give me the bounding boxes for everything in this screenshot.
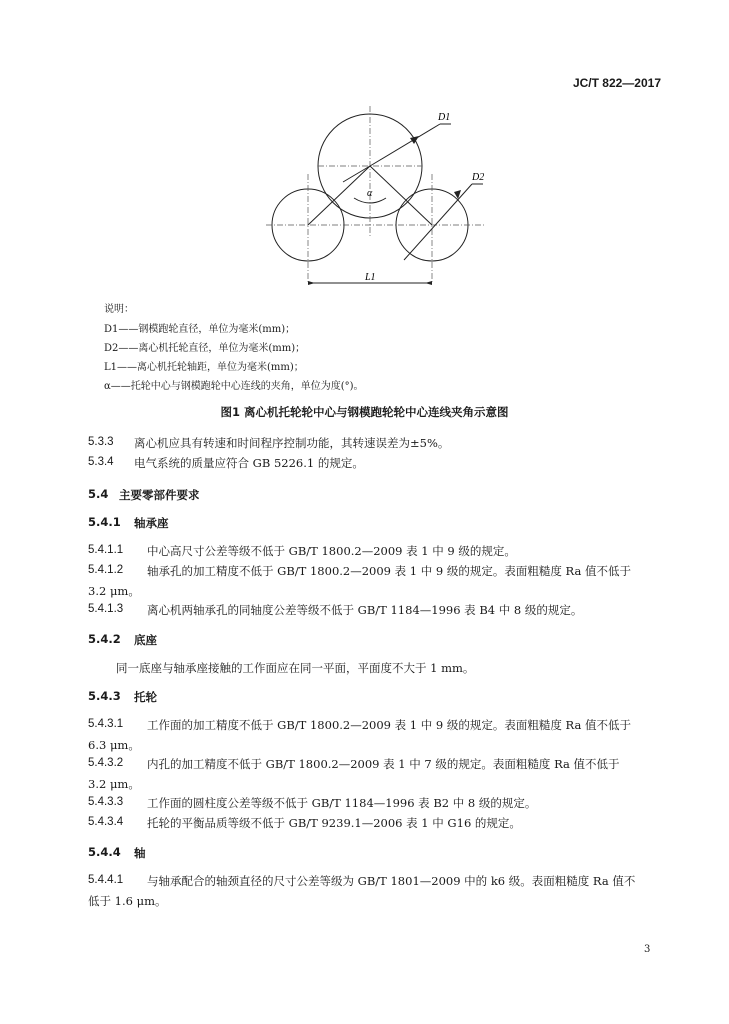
clause-number: 5.3.3: [88, 436, 114, 448]
clause-number: 5.4.1.1: [88, 544, 124, 556]
centrifuge-diagram: [258, 98, 493, 298]
section-number: 5.4.1: [88, 515, 121, 529]
section-title: 托轮: [134, 690, 157, 704]
clause-continuation: 3.2 μm。: [88, 777, 140, 791]
legend-item-d1: D1——钢模跑轮直径，单位为毫米(mm)；: [104, 324, 296, 335]
paragraph-text: 同一底座与轴承座接触的工作面应在同一平面，平面度不大于 1 mm。: [116, 661, 475, 675]
legend-title: 说明：: [104, 304, 134, 315]
clause-number: 5.4.4.1: [88, 874, 124, 886]
clause-text: 与轴承配合的轴颈直径的尺寸公差等级为 GB/T 1801—2009 中的 k6 级。表面粗糙度 Ra 值不: [147, 874, 636, 888]
section-title: 主要零部件要求: [119, 488, 200, 502]
page-number: 3: [644, 944, 651, 955]
label-l1: L1: [365, 272, 376, 283]
clause-text: 托轮的平衡品质等级不低于 GB/T 9239.1—2006 表 1 中 G16 的规定。: [147, 816, 521, 830]
clause-continuation: 低于 1.6 μm。: [88, 894, 167, 908]
label-alpha: α: [367, 188, 373, 199]
clause-number: 5.4.3.4: [88, 816, 124, 828]
figure-caption: 图1 离心机托轮轮中心与钢模跑轮轮中心连线夹角示意图: [220, 405, 509, 419]
clause-number: 5.4.1.2: [88, 564, 124, 576]
section-title: 轴: [134, 846, 146, 860]
section-number: 5.4.3: [88, 689, 121, 703]
clause-text: 离心机应具有转速和时间程序控制功能，其转速误差为±5%。: [134, 436, 450, 450]
clause-text: 轴承孔的加工精度不低于 GB/T 1800.2—2009 表 1 中 9 级的规定。表面粗糙度 Ra 值不低于: [147, 564, 631, 578]
legend-item-d2: D2——离心机托轮直径，单位为毫米(mm)；: [104, 343, 306, 354]
clause-text: 工作面的圆柱度公差等级不低于 GB/T 1184—1996 表 B2 中 8 级的规定。: [147, 796, 537, 810]
clause-number: 5.4.3.2: [88, 757, 124, 769]
center-link-left: [308, 166, 370, 225]
clause-number: 5.3.4: [88, 456, 114, 468]
clause-text: 内孔的加工精度不低于 GB/T 1800.2—2009 表 1 中 7 级的规定。表面粗糙度 Ra 值不低于: [147, 757, 620, 771]
section-number: 5.4: [88, 487, 109, 501]
clause-number: 5.4.3.1: [88, 718, 124, 730]
legend-item-alpha: α——托轮中心与钢模跑轮中心连线的夹角，单位为度(°)。: [104, 381, 364, 392]
section-title: 底座: [134, 633, 157, 647]
section-title: 轴承座: [134, 516, 169, 530]
center-link-right: [370, 166, 432, 225]
clause-number: 5.4.1.3: [88, 603, 124, 615]
clause-text: 电气系统的质量应符合 GB 5226.1 的规定。: [134, 456, 364, 470]
clause-text: 工作面的加工精度不低于 GB/T 1800.2—2009 表 1 中 9 级的规定。表面粗糙度 Ra 值不低于: [147, 718, 631, 732]
section-number: 5.4.2: [88, 632, 121, 646]
legend-item-l1: L1——离心机托轮轴距，单位为毫米(mm)；: [104, 362, 304, 373]
clause-continuation: 6.3 μm。: [88, 738, 140, 752]
clause-text: 离心机两轴承孔的同轴度公差等级不低于 GB/T 1184—1996 表 B4 中 8 级的规定。: [147, 603, 583, 617]
standard-code: JC/T 822—2017: [572, 76, 661, 90]
clause-continuation: 3.2 μm。: [88, 584, 140, 598]
section-number: 5.4.4: [88, 845, 121, 859]
label-d1: D1: [438, 112, 451, 123]
clause-text: 中心高尺寸公差等级不低于 GB/T 1800.2—2009 表 1 中 9 级的规定。: [147, 544, 516, 558]
clause-number: 5.4.3.3: [88, 796, 124, 808]
label-d2: D2: [472, 172, 485, 183]
